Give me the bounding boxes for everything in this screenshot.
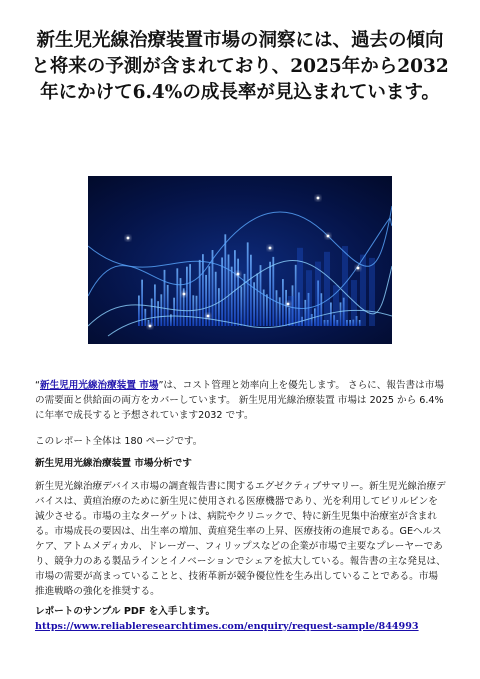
hero-bar <box>231 267 233 326</box>
hero-bar <box>256 273 258 326</box>
hero-bar <box>167 285 169 326</box>
hero-bar <box>224 234 226 326</box>
hero-dot <box>357 267 360 270</box>
hero-bar <box>144 309 146 326</box>
hero-image <box>88 176 392 344</box>
hero-bar <box>260 265 262 326</box>
sample-request <box>35 604 447 634</box>
market-link[interactable]: 新生児用光線治療装置 市場 <box>39 380 159 391</box>
section-heading: 新生児用光線治療装置 市場分析です <box>35 458 192 469</box>
hero-bar <box>212 250 214 326</box>
hero-bar <box>154 284 156 326</box>
hero-dot <box>237 273 240 276</box>
pages-count-text: このレポート全体は 180 ページです。 <box>35 436 203 447</box>
hero-dot <box>269 247 272 250</box>
hero-bar <box>228 254 230 326</box>
hero-bar <box>272 257 274 326</box>
sample-url-link[interactable]: https://www.reliableresearchtimes.com/enquiry/request-sample/844993 <box>35 621 419 632</box>
hero-dot <box>149 325 152 328</box>
hero-bar <box>234 250 236 326</box>
hero-block <box>369 258 375 326</box>
hero-bar <box>176 268 178 326</box>
hero-block <box>306 270 312 326</box>
hero-dot <box>287 303 290 306</box>
hero-bar <box>202 254 204 326</box>
hero-bar <box>240 287 242 326</box>
hero-bar <box>276 290 278 326</box>
hero-bar <box>237 259 239 326</box>
intro-paragraph: “新生児用光線治療装置 市場”は、コスト管理と効率向上を優先します。 さらに、報告書は市場の需要面と供給面の両方をカバーしています。 新生児用光線治療装置 市場は 2025 から 6.4% に年率で成長すると予想されています2032 です。 <box>35 380 444 421</box>
hero-chart-graphic <box>88 176 392 344</box>
hero-bar <box>282 279 284 326</box>
hero-bar <box>279 297 281 326</box>
hero-bar <box>138 296 140 327</box>
page-title: 新生児光線治療装置市場の洞察には、過去の傾向と将来の予測が含まれており、2025年から2032年にかけて6.4%の成長率が見込まれています。 <box>31 30 449 103</box>
hero-bar <box>269 262 271 326</box>
hero-dot <box>127 237 130 240</box>
hero-dot <box>327 235 330 238</box>
hero-dot <box>317 197 320 200</box>
hero-bar <box>157 301 159 326</box>
hero-bar <box>250 255 252 326</box>
hero-bar <box>199 260 201 326</box>
sample-label: レポートのサンプル PDF を入手します。 <box>35 606 216 617</box>
hero-bar <box>340 302 342 326</box>
hero-bar <box>186 267 188 326</box>
hero-bar <box>266 294 268 326</box>
hero-bar <box>330 302 332 326</box>
hero-dot <box>207 315 210 318</box>
hero-dot <box>183 293 186 296</box>
hero-bar <box>196 296 198 326</box>
hero-bar <box>295 265 297 326</box>
hero-bar <box>215 272 217 326</box>
hero-bar <box>141 280 143 326</box>
hero-block <box>288 296 294 326</box>
hero-bar <box>349 320 351 326</box>
hero-bar <box>173 298 175 326</box>
hero-bar <box>151 299 153 326</box>
hero-bar <box>221 257 223 326</box>
hero-bar <box>304 300 306 326</box>
hero-bar <box>164 270 166 326</box>
hero-bar <box>160 294 162 326</box>
hero-block <box>297 248 303 326</box>
overview-paragraph: 新生児光線治療デバイス市場の調査報告書に関するエグゼクティブサマリー。新生児光線治療デバイスは、黄疸治療のために新生児に使用される医療機器であり、光を利用してビリルビンを減少させる。市場の主なターゲットは、病院やクリニックで、特に新生児集中治療室が含まれる。市場成長の要因は、出生率の増加、黄疸発生率の上昇、医療技術の進展である。GEヘルスケア、アトムメディカル、ドレーガー、フィリップスなどの企業が市場で主要なプレーヤーであり、競争力のある製品ラインとイノベーションでシェアを拡大している。報告書の主な発見は、市場の需要が高まっていることと、技術革新が競争優位性を生み出していることである。市場推進戦略の強化を推奨する。 <box>35 481 446 597</box>
hero-bar <box>285 290 287 326</box>
